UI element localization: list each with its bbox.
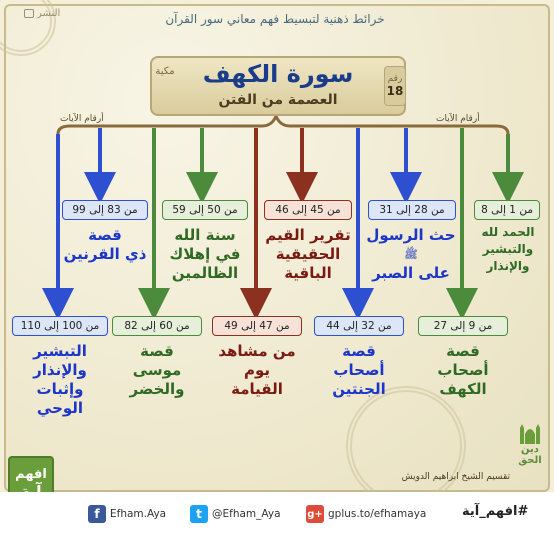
topic-line: القيامة bbox=[231, 380, 283, 398]
topic-line: أصحاب bbox=[437, 361, 489, 379]
gplus-link[interactable] bbox=[306, 504, 426, 524]
range-box-1-8: من 1 إلى 8 bbox=[474, 200, 540, 220]
range-box-28-31: من 28 إلى 31 bbox=[368, 200, 456, 220]
topic-line: الكهف bbox=[439, 380, 487, 398]
surah-number-label: رقم bbox=[387, 74, 403, 84]
topic-32-44 bbox=[314, 342, 404, 399]
range-box-50-59: من 50 إلى 59 bbox=[162, 200, 248, 220]
topic-9-27 bbox=[418, 342, 508, 399]
topic-line: تقرير القيم bbox=[265, 226, 351, 244]
range-box-60-82: من 60 إلى 82 bbox=[112, 316, 202, 336]
surah-type: مكية bbox=[155, 66, 175, 77]
range-box-45-46: من 45 إلى 46 bbox=[264, 200, 352, 220]
pbuh-mark: ﷺ bbox=[404, 248, 418, 261]
facebook-link[interactable] bbox=[88, 504, 166, 524]
topic-45-46 bbox=[260, 226, 356, 283]
range-box-32-44: من 32 إلى 44 bbox=[314, 316, 404, 336]
series-subtitle: خرائط ذهنية لتبسيط فهم معاني سور القرآن bbox=[165, 12, 385, 26]
google-plus-icon: g+ bbox=[306, 505, 324, 523]
twitter-handle: @Efham_Aya bbox=[212, 508, 281, 520]
topic-60-82 bbox=[112, 342, 202, 399]
logo-left-line: افهم bbox=[15, 467, 47, 482]
topic-line: الجنتين bbox=[332, 380, 386, 398]
topic-line: سنة الله bbox=[174, 226, 236, 244]
gplus-handle: gplus.to/efhamaya bbox=[328, 508, 427, 520]
topic-line: وإثبات bbox=[36, 380, 84, 398]
topic-1-8 bbox=[470, 224, 546, 275]
topic-line: قصة bbox=[446, 342, 480, 360]
topic-83-99 bbox=[58, 226, 152, 264]
twitter-link[interactable] bbox=[190, 504, 281, 524]
topic-line: والإنذار bbox=[33, 361, 87, 379]
topic-47-49 bbox=[212, 342, 302, 399]
surah-name: سورة الكهف bbox=[202, 60, 354, 88]
topic-line: الحمد لله bbox=[481, 225, 535, 239]
topic-line: قصة bbox=[342, 342, 376, 360]
range-box-9-27: من 9 إلى 27 bbox=[418, 316, 508, 336]
topic-line: الوحي bbox=[36, 399, 84, 417]
topic-line: يوم bbox=[243, 361, 271, 379]
verse-numbers-label-left: أرقام الآيات bbox=[60, 114, 104, 124]
topic-line: في إهلاك bbox=[169, 245, 241, 263]
topic-line: الظالمين bbox=[171, 264, 239, 282]
topic-line: التبشير bbox=[33, 342, 87, 360]
topic-line: ذي القرنين bbox=[63, 245, 147, 263]
author-credit: تقسيم الشيخ ابراهيم الدويش bbox=[401, 472, 510, 482]
logo-right-text: دين الحق bbox=[518, 444, 542, 466]
range-box-47-49: من 47 إلى 49 bbox=[212, 316, 302, 336]
topic-line: قصة bbox=[140, 342, 174, 360]
topic-line: الحقيقية bbox=[275, 245, 341, 263]
surah-number-tag bbox=[384, 66, 406, 106]
topic-line: والإنذار bbox=[486, 259, 530, 273]
deen-alhaq-logo bbox=[510, 418, 550, 466]
topic-28-31 bbox=[362, 226, 460, 283]
range-box-83-99: من 83 إلى 99 bbox=[62, 200, 148, 220]
topic-line: والتبشير bbox=[482, 242, 534, 256]
topic-line: الباقية bbox=[284, 264, 332, 282]
surah-theme: العصمة من الفتن bbox=[218, 92, 338, 108]
topic-line: حث الرسول bbox=[366, 226, 456, 244]
topic-line: والخضر bbox=[129, 380, 185, 398]
topic-50-59 bbox=[158, 226, 252, 283]
hashtag: #افهم_آية bbox=[462, 504, 529, 519]
topic-line: موسى bbox=[132, 361, 182, 379]
topic-line: على الصبر bbox=[372, 264, 450, 282]
topic-line: من مشاهد bbox=[218, 342, 296, 360]
topic-line: قصة bbox=[88, 226, 122, 244]
verse-numbers-label-right: أرقام الآيات bbox=[436, 114, 480, 124]
topic-100-110 bbox=[12, 342, 108, 418]
surah-title-panel bbox=[150, 56, 406, 116]
facebook-handle: Efham.Aya bbox=[110, 508, 167, 520]
share-label: النشر bbox=[37, 7, 61, 19]
twitter-icon: t bbox=[190, 505, 208, 523]
range-box-100-110: من 100 إلى 110 bbox=[12, 316, 108, 336]
topic-line: أصحاب bbox=[333, 361, 385, 379]
facebook-icon: f bbox=[88, 505, 106, 523]
mosque-icon bbox=[517, 420, 543, 444]
surah-number: 18 bbox=[386, 84, 404, 98]
